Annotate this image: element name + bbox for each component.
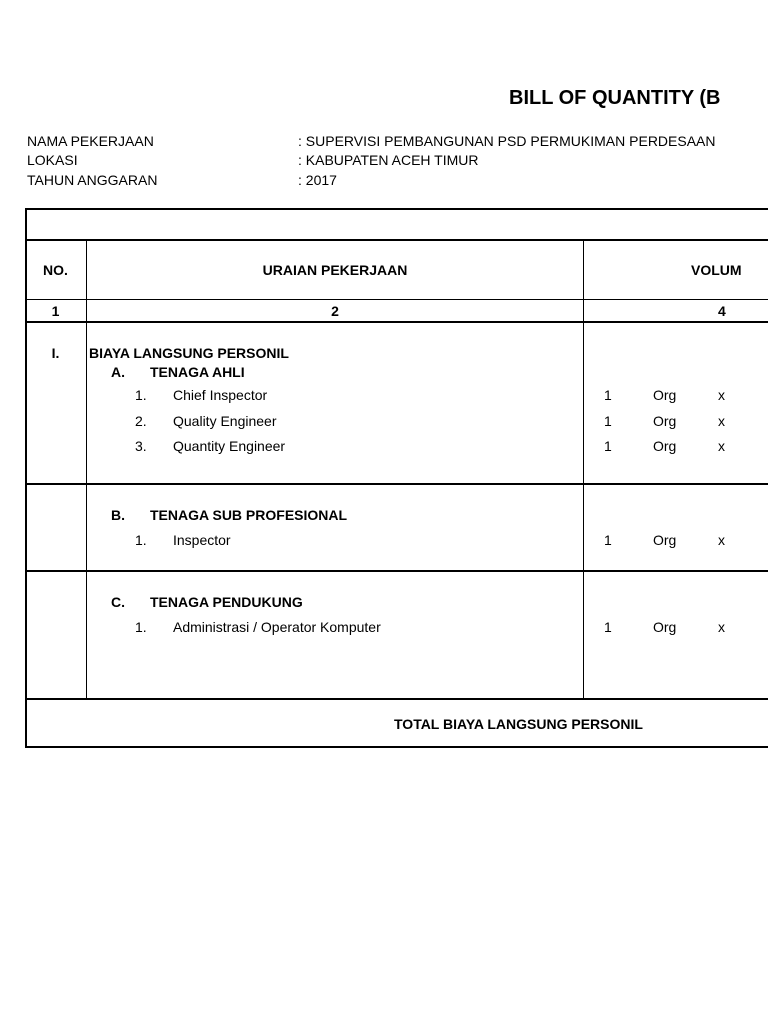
item-multiplier: x — [718, 387, 725, 403]
group-a-title: TENAGA AHLI — [150, 364, 245, 380]
item-name: Inspector — [173, 532, 231, 548]
item-multiplier: x — [718, 413, 725, 429]
item-unit: Org — [653, 532, 677, 548]
project-name-label: NAMA PEKERJAAN — [27, 133, 154, 149]
table-bottom-border — [25, 746, 768, 748]
budget-year-label: TAHUN ANGGARAN — [27, 172, 158, 188]
item-quantity: 1 — [604, 387, 612, 403]
item-quantity: 1 — [604, 532, 612, 548]
project-name-value: : SUPERVISI PEMBANGUNAN PSD PERMUKIMAN PERDESAAN — [298, 133, 716, 149]
header-description: URAIAN PEKERJAAN — [262, 262, 408, 278]
group-c-bottom-rule — [25, 698, 768, 700]
item-unit: Org — [653, 413, 677, 429]
item-number: 1. — [135, 532, 147, 548]
item-multiplier: x — [718, 532, 725, 548]
header-no: NO. — [43, 262, 68, 278]
table-left-border — [25, 208, 27, 748]
column-number-no: 1 — [51, 303, 60, 319]
column-number-description: 2 — [331, 303, 339, 319]
column-number-volume: 4 — [718, 303, 726, 319]
item-unit: Org — [653, 438, 677, 454]
item-quantity: 1 — [604, 619, 612, 635]
header-volume: VOLUM — [691, 262, 742, 278]
header-bottom-rule — [25, 299, 768, 300]
description-column-divider — [583, 239, 584, 699]
item-quantity: 1 — [604, 413, 612, 429]
budget-year-value: : 2017 — [298, 172, 337, 188]
item-quantity: 1 — [604, 438, 612, 454]
section-number: I. — [51, 345, 60, 361]
bill-of-quantity-table — [25, 208, 768, 748]
item-name: Quality Engineer — [173, 413, 277, 429]
item-number: 3. — [135, 438, 147, 454]
item-number: 1. — [135, 619, 147, 635]
group-b-letter: B. — [111, 507, 125, 523]
group-a-letter: A. — [111, 364, 125, 380]
item-unit: Org — [653, 619, 677, 635]
item-multiplier: x — [718, 438, 725, 454]
group-c-letter: C. — [111, 594, 125, 610]
column-number-rule — [25, 321, 768, 323]
location-value: : KABUPATEN ACEH TIMUR — [298, 152, 479, 168]
item-number: 1. — [135, 387, 147, 403]
group-a-bottom-rule — [25, 483, 768, 485]
group-b-title: TENAGA SUB PROFESIONAL — [150, 507, 348, 523]
item-multiplier: x — [718, 619, 725, 635]
table-top-border — [25, 208, 768, 210]
location-label: LOKASI — [27, 152, 78, 168]
total-label: TOTAL BIAYA LANGSUNG PERSONIL — [394, 716, 643, 732]
header-top-rule — [25, 239, 768, 241]
item-name: Administrasi / Operator Komputer — [173, 619, 381, 635]
item-number: 2. — [135, 413, 147, 429]
item-name: Chief Inspector — [173, 387, 268, 403]
item-name: Quantity Engineer — [173, 438, 286, 454]
item-unit: Org — [653, 387, 677, 403]
group-b-bottom-rule — [25, 570, 768, 572]
document-title: BILL OF QUANTITY (B — [509, 87, 721, 109]
group-c-title: TENAGA PENDUKUNG — [150, 594, 303, 610]
section-title: BIAYA LANGSUNG PERSONIL — [89, 345, 289, 361]
